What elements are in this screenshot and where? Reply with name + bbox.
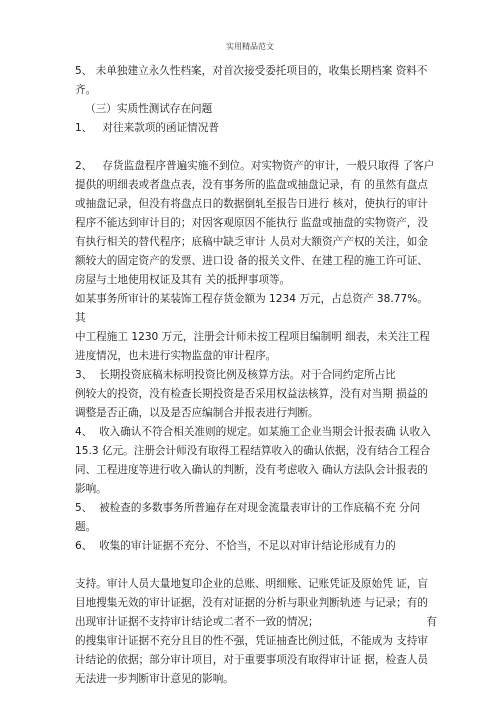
- text-line: 15.3 亿元。注册会计师没有取得工程结算收入的确认依据，没有结合工程合: [75, 445, 431, 457]
- text-line: 进度情况，也未进行实物监盘的审计程序。: [75, 350, 277, 362]
- text-line: 同、工程进度等进行收入确认的判断，没有考虑收入 确认方法队会计报表的: [75, 464, 428, 476]
- text-line: 目地搜集无效的审计证据，没有对证据的分析与职业判断轨迹 与记录；有的: [75, 597, 428, 609]
- text-line: 出现审计证据不支持审计结论或二者不一致的情况； 有: [75, 616, 438, 628]
- text-line: 1、 对往来款项的函证情况普: [75, 122, 219, 134]
- text-line: 或抽盘记录，但没有将盘点日的数据倒轧至报告日进行 核对，使执行的审计: [75, 198, 428, 210]
- text-line: 的搜集审计证据不充分且目的性不强，凭证抽查比例过低，不能成为 支持审: [75, 635, 428, 647]
- text-line: 支持。审计人员大量地复印企业的总账、明细账、记账凭证及原始凭 证，盲: [75, 578, 428, 590]
- text-line: 计结论的依据；部分审计项目，对于重要事项没有取得审计证 据，检查人员: [75, 654, 428, 666]
- text-line: 额较大的固定资产的发票、进口设 备的报关文件、在建工程的施工许可证、: [75, 255, 428, 267]
- text-line: 例较大的投资，没有检查长期投资是否采用权益法核算，没有对当期 损益的: [75, 388, 428, 400]
- text-line: 中工程施工 1230 万元，注册会计师未按工程项目编制明 细表，未关注工程: [75, 331, 430, 343]
- text-line: （三）实质性测试存在问题: [75, 103, 213, 115]
- text-line: 无法进一步判断审计意见的影响。: [75, 673, 234, 685]
- text-line: 调整是否正确，以及是否应编制合并报表进行判断。: [75, 407, 319, 419]
- text-line: 6、 收集的审计证据不充分、不恰当，不足以对审计结论形成有力的: [75, 540, 396, 552]
- text-line: 5、 未单独建立永久性档案，对首次接受委托项目的，收集长期档案 资料不: [75, 65, 428, 77]
- text-line: 影响。: [75, 483, 107, 495]
- text-line: 齐。: [75, 84, 97, 96]
- text-line: 如某事务所审计的某装饰工程存货金额为 1234 万元，占总资产 38.77%。其: [75, 293, 428, 324]
- text-line: 程序不能达到审计目的；对因客观原因不能执行 监盘或抽盘的实物资产，没: [75, 217, 428, 229]
- page-header: 实用精品范文: [226, 42, 274, 51]
- body-text: [75, 62, 437, 689]
- text-line: 有执行相关的替代程序；底稿中缺乏审计 人员对大额资产产权的关注，如金: [75, 236, 428, 248]
- text-line: 4、 收入确认不符合相关准则的规定。如某施工企业当期会计报表确 认收入: [75, 426, 431, 438]
- text-line: 房屋与土地使用权证及其有 关的抵押事项等。: [75, 274, 291, 286]
- text-line: 2、 存货监盘程序普遍实施不到位。对实物资产的审计，一般只取得 了客户: [75, 160, 435, 172]
- text-line: 提供的明细表或者盘点表，没有事务所的监盘或抽盘记录，有 的虽然有盘点: [75, 179, 428, 191]
- text-line: 3、 长期投资底稿未标明投资比例及核算方法。对于合同约定所占比: [75, 369, 396, 381]
- text-line: 5、 被检查的多数事务所普遍存在对现金流量表审计的工作底稿不充 分问题。: [75, 502, 421, 533]
